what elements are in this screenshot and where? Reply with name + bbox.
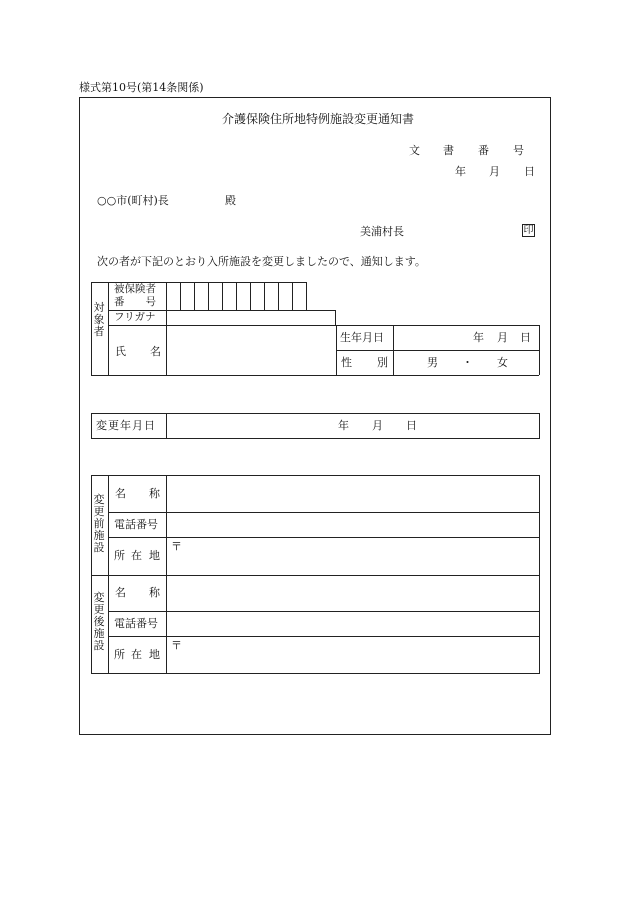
before-name-label-1: 名 xyxy=(115,487,126,500)
furigana-label: フリガナ xyxy=(114,311,156,323)
sex-label-2: 別 xyxy=(377,356,388,369)
before-postal-mark: 〒 xyxy=(171,540,182,553)
after-facility-label: 変更後施設 xyxy=(93,591,105,652)
before-phone-label: 電話番号 xyxy=(114,518,158,531)
document-title: 介護保険住所地特例施設変更通知書 xyxy=(222,112,415,126)
birth-year: 年 xyxy=(473,331,484,344)
name-label-1: 氏 xyxy=(115,345,126,358)
before-facility-label: 変更前施設 xyxy=(93,493,105,554)
change-date-year: 年 xyxy=(338,419,349,432)
before-address-label-3: 地 xyxy=(149,549,160,562)
name-label-2: 名 xyxy=(150,345,161,358)
after-address-label-1: 所 xyxy=(114,648,125,661)
sex-separator: ・ xyxy=(462,356,473,369)
date-year: 年 xyxy=(455,165,466,178)
after-address-label-3: 地 xyxy=(149,648,160,661)
change-date-label: 変更年月日 xyxy=(96,419,156,432)
birth-month: 月 xyxy=(497,331,508,344)
insured-number-label-2: 番 号 xyxy=(114,296,156,308)
after-postal-mark: 〒 xyxy=(171,639,182,652)
doc-number-char: 号 xyxy=(513,144,524,157)
birth-day: 日 xyxy=(520,331,531,344)
doc-number-char: 文 xyxy=(409,144,420,157)
seal-mark: 印 xyxy=(523,225,534,236)
after-name-label-2: 称 xyxy=(149,586,160,599)
form-number: 様式第10号(第14条関係) xyxy=(79,81,204,94)
change-date-box xyxy=(91,413,540,439)
sex-label-1: 性 xyxy=(341,356,352,369)
insured-number-label-1: 被保険者 xyxy=(114,283,156,295)
addressee-honorific: 殿 xyxy=(225,194,236,207)
change-date-month: 月 xyxy=(372,419,383,432)
sex-male: 男 xyxy=(427,356,438,369)
after-phone-label: 電話番号 xyxy=(114,617,158,630)
doc-number-char: 番 xyxy=(478,144,489,157)
sender-name: 美浦村長 xyxy=(360,225,404,238)
date-day: 日 xyxy=(524,165,535,178)
before-name-label-2: 称 xyxy=(149,487,160,500)
date-month: 月 xyxy=(489,165,500,178)
notice-message: 次の者が下記のとおり入所施設を変更しましたので、通知します。 xyxy=(97,255,426,268)
before-address-label-1: 所 xyxy=(114,549,125,562)
before-address-label-2: 在 xyxy=(131,549,142,562)
after-address-label-2: 在 xyxy=(131,648,142,661)
sex-female: 女 xyxy=(497,356,508,369)
after-name-label-1: 名 xyxy=(115,586,126,599)
change-date-day: 日 xyxy=(406,419,417,432)
addressee-name: ○○市(町村)長 xyxy=(97,194,169,207)
birth-date-label: 生年月日 xyxy=(340,331,384,344)
subject-label: 対象者 xyxy=(93,301,105,338)
doc-number-char: 書 xyxy=(443,144,454,157)
